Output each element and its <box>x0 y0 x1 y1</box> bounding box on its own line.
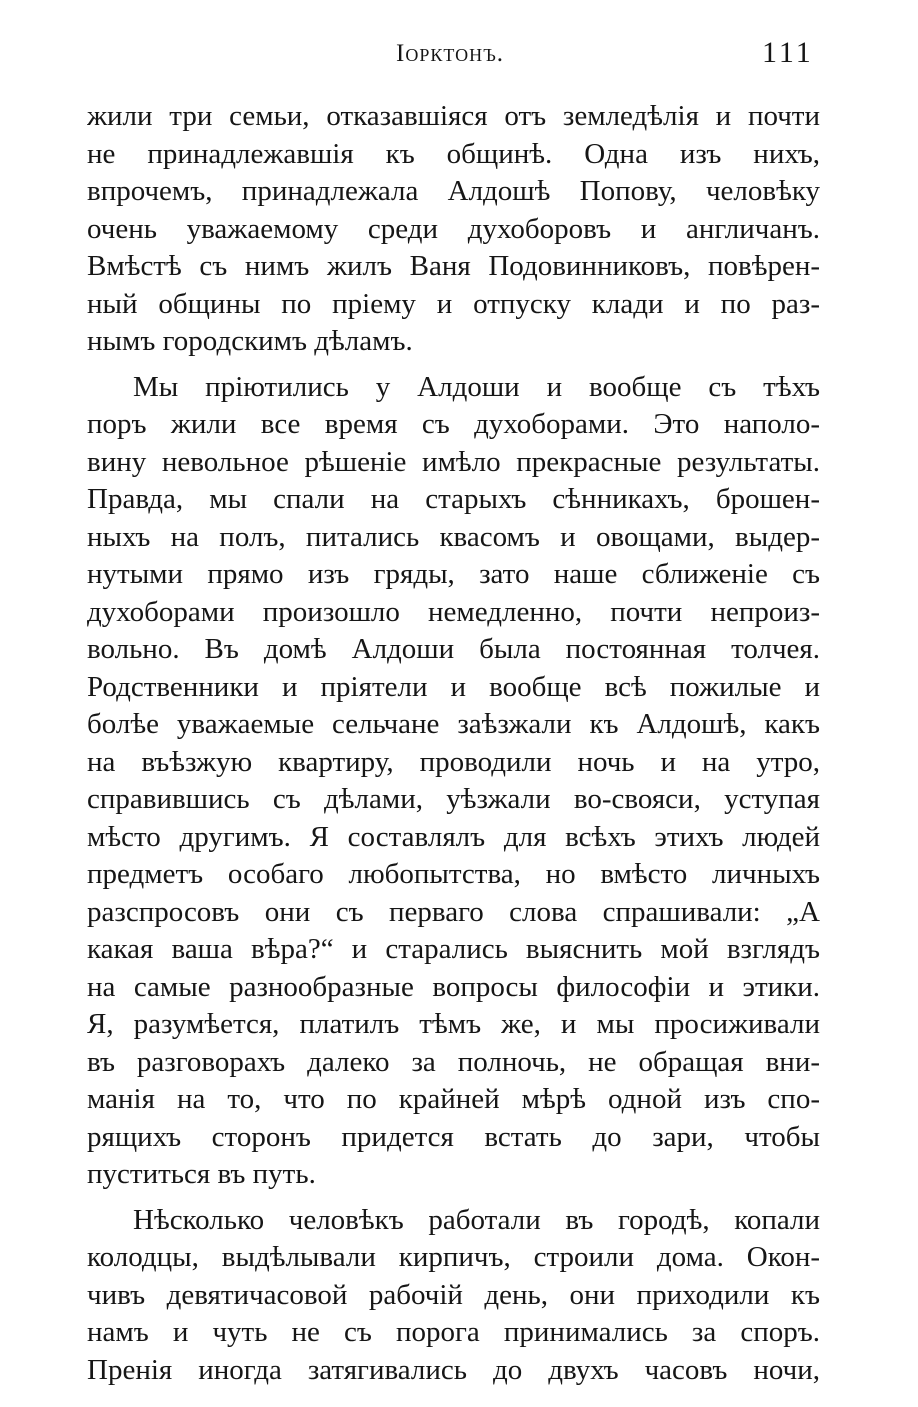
paragraph-gap <box>87 1194 820 1202</box>
text-line: нутыми прямо изъ гряды, зато наше сближеніе съ <box>87 558 820 590</box>
running-head <box>0 36 918 76</box>
text-line: Вмѣстѣ съ нимъ жилъ Ваня Подовинниковъ, повѣрен- <box>87 250 820 282</box>
text-line: на самые разнообразные вопросы философіи и этики. <box>87 970 820 1003</box>
text-line: вольно. Въ домѣ Алдоши была постоянная толчея. <box>87 633 820 665</box>
text-line: поръ жили все время съ духоборами. Это наполо- <box>87 408 820 440</box>
text-line: колодцы, выдѣлывали кирпичъ, строили дома. Окон- <box>87 1241 820 1273</box>
text-line: жили три семьи, отказавшіяся отъ земледѣлія и почти <box>87 100 820 132</box>
text-line: Я, разумѣется, платилъ тѣмъ же, и мы просиживали <box>87 1008 820 1040</box>
text-line: Нѣсколько человѣкъ работали въ городѣ, копали <box>133 1203 820 1236</box>
text-line: впрочемъ, принадлежала Алдошѣ Попову, человѣку <box>87 175 820 207</box>
body-text <box>87 98 820 1389</box>
text-line: манія на то, что по крайней мѣрѣ одной изъ спо- <box>87 1083 820 1115</box>
text-line: Пренія иногда затягивались до двухъ часовъ ночи, <box>87 1353 820 1386</box>
text-line: пуститься въ путь. <box>87 1158 316 1190</box>
text-line: Родственники и пріятели и вообще всѣ пожилые и <box>87 670 820 703</box>
text-line: на въѣзжую квартиру, проводили ночь и на утро, <box>87 745 820 778</box>
text-line: разспросовъ они съ перваго слова спрашивали: „А <box>87 895 820 928</box>
paragraph-3 <box>87 1202 820 1390</box>
text-line: мѣсто другимъ. Я составлялъ для всѣхъ этихъ людей <box>87 820 820 853</box>
page-number: 111 <box>762 36 814 69</box>
text-line: предметъ особаго любопытства, но вмѣсто личныхъ <box>87 858 820 890</box>
text-line: очень уважаемому среди духоборовъ и англичанъ. <box>87 212 820 245</box>
text-line: духоборами произошло немедленно, почти непроиз- <box>87 595 820 628</box>
paragraph-2 <box>87 369 820 1194</box>
text-line: намъ и чуть не съ порога принимались за споръ. <box>87 1316 820 1348</box>
running-title: Іорктонъ. <box>396 40 505 67</box>
text-line: рящихъ сторонъ придется встать до зари, чтобы <box>87 1120 820 1153</box>
paragraph-gap <box>87 361 820 369</box>
text-line: Мы пріютились у Алдоши и вообще съ тѣхъ <box>133 370 820 403</box>
text-line: ный общины по пріему и отпуску клади и по раз- <box>87 287 820 320</box>
text-line: чивъ девятичасовой рабочій день, они приходили къ <box>87 1278 820 1311</box>
text-line: ныхъ на полъ, питались квасомъ и овощами, выдер- <box>87 520 820 553</box>
text-line: болѣе уважаемые сельчане заѣзжали къ Алдошѣ, какъ <box>87 708 820 740</box>
text-line: какая ваша вѣра?“ и старались выяснить мой взглядъ <box>87 933 820 965</box>
text-line: въ разговорахъ далеко за полночь, не обращая вни- <box>87 1045 820 1078</box>
text-line: справившись съ дѣлами, уѣзжали во-свояси, уступая <box>87 783 820 815</box>
paragraph-1 <box>87 98 820 361</box>
text-line: Правда, мы спали на старыхъ сѣнникахъ, брошен- <box>87 483 820 515</box>
text-line: вину невольное рѣшеніе имѣло прекрасные результаты. <box>87 445 820 478</box>
text-line: нымъ городскимъ дѣламъ. <box>87 325 413 357</box>
text-line: не принадлежавшія къ общинѣ. Одна изъ нихъ, <box>87 137 820 170</box>
